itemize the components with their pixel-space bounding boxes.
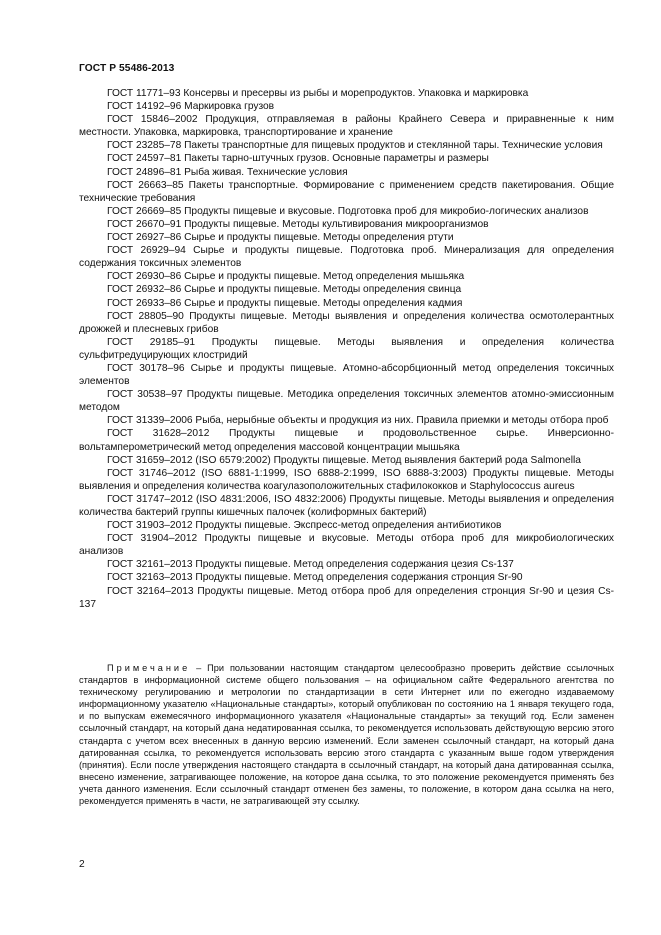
reference-item: ГОСТ 26669–85 Продукты пищевые и вкусовые. Подготовка проб для микробио-логических анализов bbox=[107, 205, 589, 217]
reference-item: ГОСТ 23285–78 Пакеты транспортные для пищевых продуктов и стеклянной тары. Технические условия bbox=[107, 140, 603, 152]
note-paragraph bbox=[79, 662, 614, 807]
reference-item: ГОСТ 28805–90 Продукты пищевые. Методы выявления и определения количества осмотолерантных дрожжей и плесневых грибов bbox=[79, 310, 614, 335]
reference-item: ГОСТ 32161–2013 Продукты пищевые. Метод определения содержания цезия Cs-137 bbox=[107, 559, 514, 571]
document-header: ГОСТ Р 55486-2013 bbox=[79, 63, 175, 74]
reference-item: ГОСТ 24597–81 Пакеты тарно-штучных грузов. Основные параметры и размеры bbox=[107, 153, 489, 165]
reference-item: ГОСТ 26932–86 Сырье и продукты пищевые. Методы определения свинца bbox=[107, 284, 462, 296]
reference-item: ГОСТ 26670–91 Продукты пищевые. Методы культивирования микроорганизмов bbox=[107, 218, 489, 230]
reference-item: ГОСТ 31747–2012 (ISO 4831:2006, ISO 4832:2006) Продукты пищевые. Методы выявления и определения количества бактерий группы кишечных палочек (колиформных бактерий) bbox=[79, 493, 614, 518]
reference-item: ГОСТ 26663–85 Пакеты транспортные. Формирование с применением средств пакетирования. Общие технические требования bbox=[79, 179, 614, 204]
reference-item: ГОСТ 31659–2012 (ISO 6579:2002) Продукты пищевые. Метод выявления бактерий рода Salmonella bbox=[107, 454, 581, 466]
reference-item: ГОСТ 30538–97 Продукты пищевые. Методика определения токсичных элементов атомно-эмиссионным методом bbox=[79, 389, 614, 414]
reference-item: ГОСТ 14192–96 Маркировка грузов bbox=[107, 101, 275, 113]
reference-item: ГОСТ 32164–2013 Продукты пищевые. Метод отбора проб для определения стронция Sr-90 и цезия Cs-137 bbox=[79, 585, 614, 610]
references-list bbox=[79, 87, 614, 611]
note-label: Примечание bbox=[107, 663, 191, 673]
reference-item: ГОСТ 26929–94 Сырье и продукты пищевые. Подготовка проб. Минерализация для определения содержания токсичных элементов bbox=[79, 245, 614, 270]
reference-item: ГОСТ 29185–91 Продукты пищевые. Методы выявления и определения количества сульфитредуцирующих клостридий bbox=[79, 336, 614, 361]
reference-item: ГОСТ 31339–2006 Рыба, нерыбные объекты и продукция из них. Правила приемки и методы отбора проб bbox=[107, 415, 609, 427]
reference-item: ГОСТ 11771–93 Консервы и пресервы из рыбы и морепродуктов. Упаковка и маркировка bbox=[107, 88, 529, 99]
reference-item: ГОСТ 31903–2012 Продукты пищевые. Экспресс-метод определения антибиотиков bbox=[107, 520, 502, 532]
reference-item: ГОСТ 31904–2012 Продукты пищевые и вкусовые. Методы отбора проб для микробиологических анализов bbox=[79, 533, 614, 558]
reference-item: ГОСТ 26933–86 Сырье и продукты пищевые. Методы определения кадмия bbox=[107, 297, 463, 309]
reference-item: ГОСТ 31628–2012 Продукты пищевые и продовольственное сырье. Инверсионно-вольтамперометрический метод определения массовой концентрации мышьяка bbox=[79, 428, 614, 453]
reference-item: ГОСТ 15846–2002 Продукция, отправляемая в районы Крайнего Севера и приравненные к ним местности. Упаковка, маркировка, транспортирование и хранение bbox=[79, 114, 614, 139]
reference-item: ГОСТ 24896–81 Рыба живая. Технические условия bbox=[107, 166, 348, 178]
page-number: 2 bbox=[79, 859, 85, 870]
reference-item: ГОСТ 31746–2012 (ISO 6881-1:1999, ISO 6888-2:1999, ISO 6888-3:2003) Продукты пищевые. Методы выявления и определения количества коагулазоположительных стафилококков и Staphylococcus aureus bbox=[79, 467, 614, 492]
reference-item: ГОСТ 32163–2013 Продукты пищевые. Метод определения содержания стронция Sr-90 bbox=[107, 572, 523, 584]
note-text: – При пользовании настоящим стандартом целесообразно проверить действие ссылочных стандартов в информационной системе общего пользования – на официальном сайте Федерального агентства по техническому регулированию и метрологии по стандартизации в сети Интернет или по ежегодно издаваемому информационному указателю «Национальные стандарты», который опубликован по состоянию на 1 января текущего года, и по выпускам ежемесячного информационного указателя «Национальные стандарты» за текущий год. Если заменен ссылочный стандарт, на который дана недатированная ссылка, то рекомендуется использовать действующую версию этого стандарта с учетом всех внесенных в данную версию изменений. Если заменен ссылочный стандарт, на который дана датированная ссылка, то рекомендуется использовать версию этого стандарта с указанным выше годом утверждения (принятия). Если после утверждения настоящего стандарта в ссылочный стандарт, на который дана датированная ссылка, внесено изменение, затрагивающее положение, на которое дана ссылка, то это положение рекомендуется применять без учета данного изменения. Если ссылочный стандарт отменен без замены, то положение, в котором дана ссылка на него, рекомендуется применять в части, не затрагивающей эту ссылку. bbox=[79, 663, 614, 807]
reference-item: ГОСТ 30178–96 Сырье и продукты пищевые. Атомно-абсорбционный метод определения токсичных элементов bbox=[79, 362, 614, 388]
reference-item: ГОСТ 26927–86 Сырье и продукты пищевые. Методы определения ртути bbox=[107, 232, 454, 244]
reference-item: ГОСТ 26930–86 Сырье и продукты пищевые. Метод определения мышьяка bbox=[107, 271, 465, 283]
